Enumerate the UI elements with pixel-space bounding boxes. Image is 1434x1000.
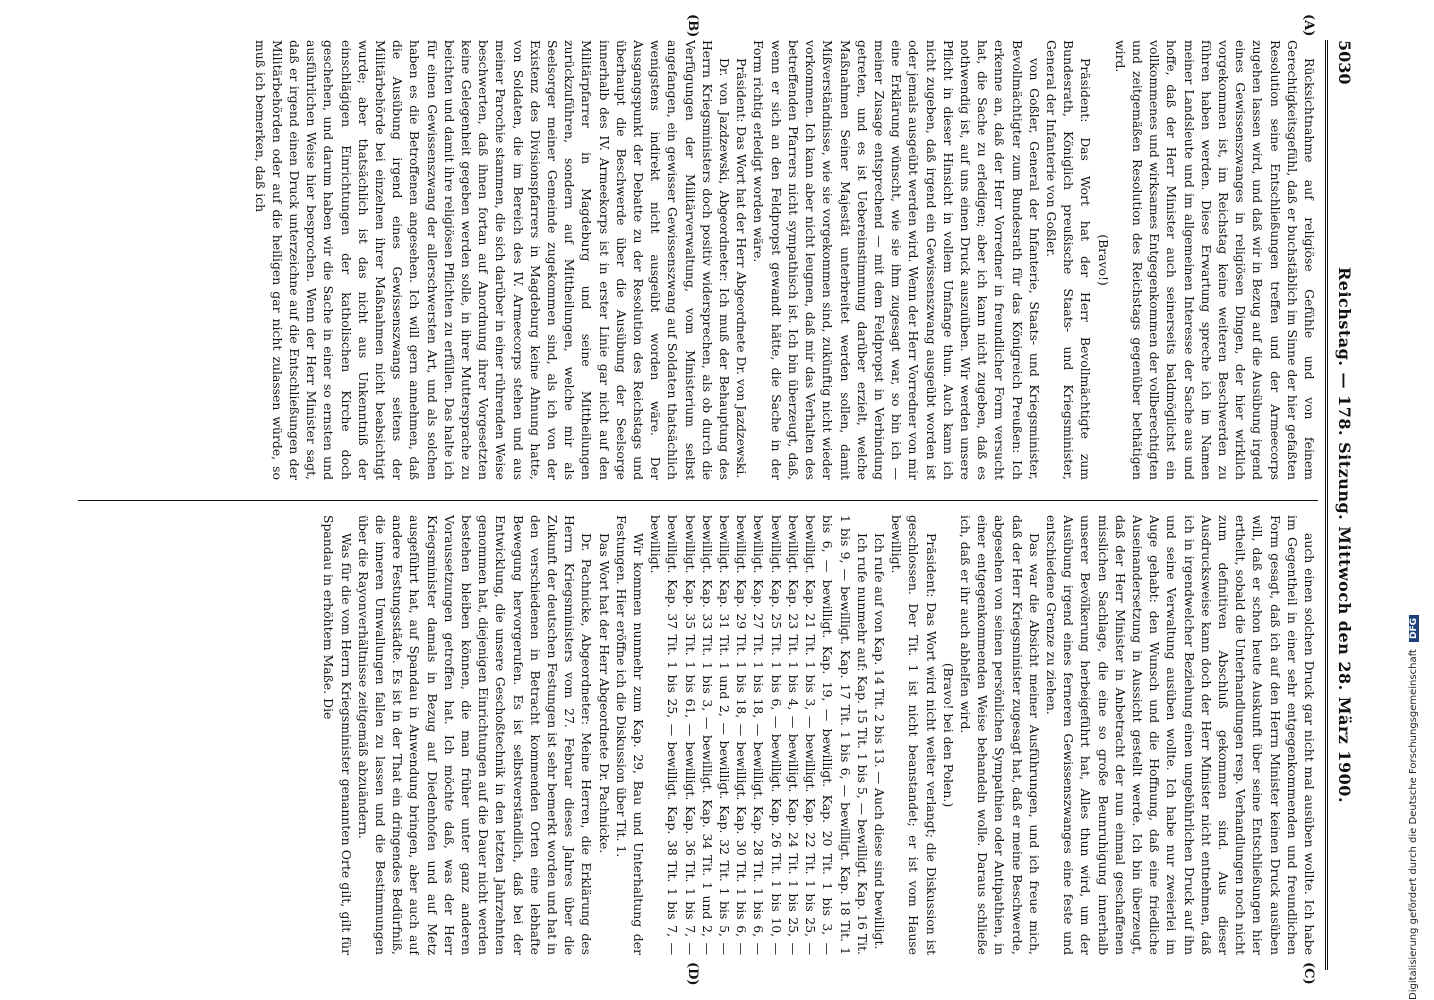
page-header [1332, 40, 1358, 970]
credit-text: Digitalisierung gefördert durch die Deutsche Forschungsgemeinschaft [1408, 649, 1419, 1000]
paragraph: Wir kommen nunmehr zum Kap. 29, Bau und Unterhaltung der Festungen. Hier eröffne ich die Diskussion über Tit. 1. [613, 515, 647, 955]
column-divider [78, 500, 1318, 501]
paragraph: Das war die Absicht meiner Ausführungen, und ich freue mich, daß der Herr Kriegsminister zugesagt hat, daß er meine Beschwerde, abgesehen von seinen persönlichen Sympathien oder Antipathien, in einer entgegenkommenden Weise behandeln wolle. Daraus schließe ich, daß er ihr auch abhelfen wird. [957, 515, 1042, 955]
paragraph: Rücksichtnahme auf religiöse Gefühle und von feinem Gerechtigkeitsgefühl, daß er buchstäblich im Sinne der hier gefaßten Resolution seine Entschließungen treffen und der Armeecorps zugehen lassen wird, und daß wir in Bezug auf die Ausübung irgend eines Gewissenszwanges in religiösen Dingen, der hier wirklich vorgekommen ist, im Reichstag keine weiteren Beschwerden zu führen haben werden. Diese Erwartung spreche ich im Namen meiner Landsleute und im allgemeinen Interesse der Sache aus und hoffe, daß der Herr Minister auch seinerseits baldmöglichst ein vollkommenes und wirksames Entgegenkommen der vollberechtigten und zeitgemäßen Resolution des Reichstags gegenüber bethätigen wird. [1112, 40, 1317, 480]
paragraph: Das Wort hat der Herr Abgeordnete Dr. Pachnicke. [596, 533, 612, 854]
margin-marker-b: (B) [685, 14, 700, 38]
dfg-logo-icon: DFG [1409, 615, 1419, 642]
digitization-credit [1408, 600, 1419, 1000]
paragraph: von Goßler, General der Infanterie, Staats- und Kriegsminister, Bevollmächtigter zum Bundesrath für das Königreich Preußen: Ich erkenne an, daß der Herr Vorredner in freundlicher Form versucht hat, die Sache zu erledigen; aber ich kann nicht zugeben, daß es nothwendig ist, auf uns einen Druck auszuüben. Wir werden unsere Pflicht in dieser Hinsicht in vollem Umfange thun. Auch kann ich nicht zugeben, daß irgend ein Gewissenszwang ausgeübt worden ist oder jemals ausgeübt werden wird. Wenn der Herr Vorredner von mir eine Erklärung wünscht, wie sie ihm zugesagt war, so bin ich — meiner Zusage entsprechend — mit dem Feldpropst in Verbindung getreten, und es ist Uebereinstimmung darüber erzielt, welche Maßnahmen Seiner Majestät unterbreitet werden sollen, damit Mißverständnisse, wie sie vorgekommen sind, zukünftig nicht wieder vorkommen. Ich kann aber nicht leugnen, daß mir das Verhalten des betreffenden Pfarrers nicht sympathisch ist. Ich bin überzeugt, daß, wenn er sich an den Feldpropst gewandt hätte, die Sache in der Form richtig erledigt worden wäre. [751, 40, 1042, 480]
paragraph: auch einen solchen Druck gar nicht mal ausüben wollte. Ich habe im Gegentheil in einer sehr entgegenkommenden und freundlichen Form gesagt, daß ich auf den Herrn Minister keinen Druck ausüben will, daß er schon heute Auskunft über seine Entschließungen hier ertheilt, sobald die Unterhandlungen resp. Verhandlungen noch nicht zum definitiven Abschluß gekommen sind. Aus dieser Ausdrucksweise kann doch der Herr Minister nicht entnehmen, daß ich in irgendwelcher Beziehung einen ungebührlichen Druck auf ihn und seine Verwaltung ausüben wollte. Ich habe nur zweierlei im Auge gehabt: den Wunsch und die Hoffnung, daß eine friedliche Auseinandersetzung in Aussicht gestellt werde. Ich bin überzeugt, daß der Herr Minister in Anbetracht der nun einmal geschaffenen misslichen Sachlage, die eine so große Beunruhigung innerhalb unserer Bevölkerung herbeigeführt hat, Alles thun wird, um der Ausübung irgend eines ferneren Gewissenszwanges eine feste und entschiedene Grenze zu ziehen. [1043, 515, 1317, 955]
page-number: 5030 [1335, 40, 1355, 85]
paragraph: Präsident: Das Wort hat der Herr Abgeordnete Dr. von Jazdzewski. [734, 58, 750, 479]
paragraph: Dr. Pachnicke, Abgeordneter: Meine Herren, die Erklärung des Herrn Kriegsministers vom 27. Februar dieses Jahres über die Zukunft der deutschen Festungen ist sehr bemerkt worden und hat in den verschiedenen in Betracht kommenden Orten eine lebhafte Bewegung hervorgerufen. Es ist selbstverständlich, daß bei der Entwicklung, die unsere Geschoßtechnik in den letzten Jahrzehnten genommen hat, diejenigen Einrichtungen auf die Dauer nicht werden bestehen bleiben können, die man früher unter ganz anderen Voraussetzungen getroffen hat. Ich möchte daß, was der Herr Kriegsminister damals in Bezug auf Diedenhofen und auf Metz ausgeführt hat, auf Spandau in Anwendung bringen, aber auch auf andere Festungsstädte. Es ist in der That ein dringendes Bedürfniß, die inneren Umwallungen fallen zu lassen und die Bestimmungen über die Rayonverhältnisse zeitgemäß abzuändern. [355, 515, 595, 955]
margin-marker-a: (A) [1301, 14, 1316, 37]
margin-marker-c: (C) [1301, 962, 1316, 985]
paragraph: Ich rufe nunmehr auf: Kap. 15 Tit. 1 bis 5, — bewilligt. Kap. 16 Tit. 1 bis 9, — bewilligt. Kap. 17 Tit. 1 bis 6, — bewilligt. Kap. 18 Tit. 1 bis 6, — bewilligt. Kap. 19, — bewilligt. Kap. 20 Tit. 1 bis 3, — bewilligt. Kap. 21 Tit. 1 bis 3, — bewilligt. Kap. 22 Tit. 1 bis 25, — bewilligt. Kap. 23 Tit. 1 bis 4, — bewilligt. Kap. 24 Tit. 1 bis 25, — bewilligt. Kap. 25 Tit. 1 bis 6, — bewilligt. Kap. 26 Tit. 1 bis 10, — bewilligt. Kap. 27 Tit. 1 bis 18, — bewilligt. Kap. 28 Tit. 1 bis 6, — bewilligt. Kap. 29 Tit. 1 bis 18, — bewilligt. Kap. 30 Tit. 1 bis 6, — bewilligt. Kap. 31 Tit. 1 und 2, — bewilligt. Kap. 32 Tit. 1 bis 5, — bewilligt. Kap. 33 Tit. 1 bis 3, — bewilligt. Kap. 34 Tit. 1 und 2, — bewilligt. Kap. 35 Tit. 1 bis 61, — bewilligt. Kap. 36 Tit. 1 bis 7, — bewilligt. Kap. 37 Tit. 1 bis 25, — bewilligt. Kap. 38 Tit. 1 bis 7, — bewilligt. [648, 515, 870, 955]
margin-marker-d: (D) [685, 962, 700, 986]
paragraph: Präsident: Das Wort wird nicht weiter verlangt; die Diskussion ist geschlossen. Der Tit. 1 ist nicht beanstandet; er ist vom Hause bewilligt. [889, 515, 939, 955]
applause-note: (Bravo!) [1095, 234, 1111, 286]
paragraph: Präsident: Das Wort hat der Herr Bevollmächtigte zum Bundesrath, Königlich preußische Staats- und Kriegsminister, General der Infanterie von Goßler. [1043, 40, 1094, 480]
right-column [78, 515, 1318, 955]
applause-note: (Bravo! bei den Polen.) [940, 662, 956, 808]
paragraph: Dr. von Jazdzewski, Abgeordneter: Ich muß der Behauptung des Herrn Kriegsministers doch positiv widersprechen, als ob durch die Verfügungen der Militärverwaltung, vom Ministerium selbst angefangen, ein gewisser Gewissenszwang auf Soldaten thatsächlich wenigstens indirekt nicht ausgeübt worden wäre. Der Ausgangspunkt der Debatte zu der Resolution des Reichstags und überhaupt die Beschwerde über die Ausübung der Seelsorge innerhalb des IV. Armeekorps ist in erster Linie gar nicht auf den Militärpfarrer in Magdeburg und seine Mittheilungen zurückzuführen, sondern auf Mittheilungen, welche mir als Seelsorger meiner Gemeinde zugekommen sind, als ich von der Existenz des Divisionspfarrers in Magdeburg keine Ahnung hatte, von Soldaten, die im Bereich des IV. Armeecorps stehen und aus meiner Parochie stammen, die sich darüber in einer rührenden Weise beschwerten, daß ihnen fortan auf Anordnung ihrer Vorgesetzten keine Gelegenheit gegeben werden solle, in ihrer Muttersprache zu beichten und damit ihre religiösen Pflichten zu erfüllen. Das halte ich für einen Gewissenszwang der allerschwersten Art, und als solchen haben es die Betroffenen angesehen. Ich will gern annehmen, daß die Ausübung irgend eines Gewissenszwangs seitens der Militärbehörde bei einzelnen ihrer Maßnahmen nicht beabsichtigt wurde; aber thatsächlich ist das nicht aus Unkenntniß der einschlägigen Einrichtungen der katholischen Kirche doch geschehen, und darum haben wir die Sache in einer so ernsten und ausführlichen Weise hier besprochen. Wenn der Herr Minister sagt, daß er irgend einen Druck unterzeichne auf die Entschließungen der Militärbehörden oder auf die heiligen gar nicht zulassen würde, so muß ich bemerken, daß ich [252, 40, 733, 480]
header-rule [1325, 40, 1328, 970]
left-column [78, 40, 1318, 480]
paragraph: Was für die vom Herrn Kriegsminister genannten Orte gilt, gilt für Spandau in erhöhtem Maße. Die [321, 515, 354, 955]
page-title: Reichstag. — 178. Sitzung. Mittwoch den 28. März 1900. [1335, 266, 1355, 804]
paragraph: Ich rufe auf von Kap. 14 Tit. 2 bis 13. — Auch diese sind bewilligt. [871, 533, 887, 950]
